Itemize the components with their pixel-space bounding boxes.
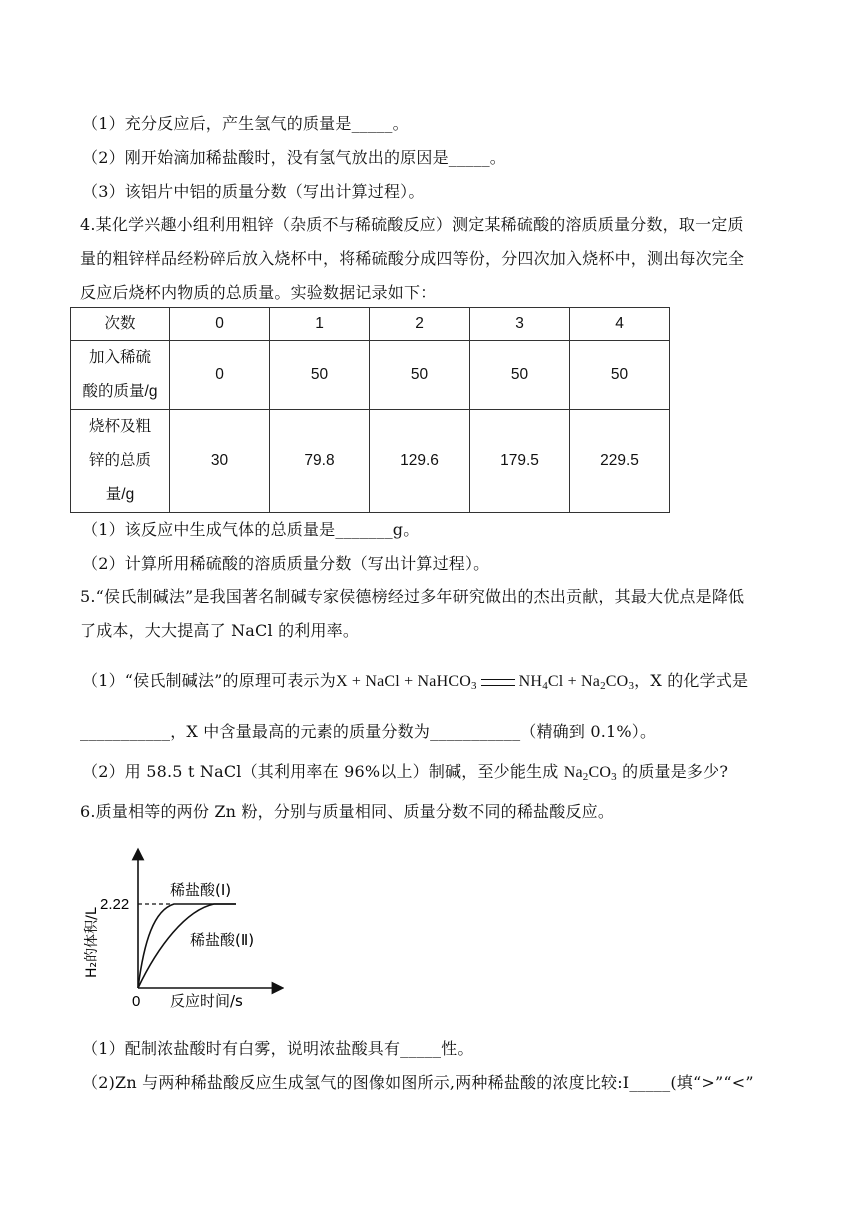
table-cell: 229.5 <box>570 410 670 513</box>
q6-graph <box>74 846 284 1014</box>
subscript: 3 <box>628 680 635 692</box>
table-cell: 0 <box>170 308 270 341</box>
table-cell: 50 <box>470 341 570 410</box>
table-cell: 79.8 <box>270 410 370 513</box>
table-cell: 2 <box>370 308 470 341</box>
q4-stem-line2: 量的粗锌样品经粉碎后放入烧杯中，将稀硫酸分成四等份，分四次加入烧杯中，测出每次完全 <box>80 249 745 268</box>
curve-2-label: 稀盐酸(Ⅱ) <box>190 931 255 949</box>
chemical-formula <box>564 764 617 781</box>
y-tick-label: 2.22 <box>100 896 130 913</box>
q4-stem-line1: 4.某化学兴趣小组利用粗锌（杂质不与稀硫酸反应）测定某稀硫酸的溶质质量分数，取一定质 <box>80 215 744 234</box>
table-head-text: 量/g <box>105 486 135 503</box>
table-cell: 0 <box>170 341 270 410</box>
q4-data-table <box>70 307 670 513</box>
table-cell: 50 <box>270 341 370 410</box>
table-cell: 30 <box>170 410 270 513</box>
table-cell: 3 <box>470 308 570 341</box>
q6-part1: （1）配制浓盐酸时有白雾，说明浓盐酸具有_____性。 <box>82 1039 474 1058</box>
table-cell: 50 <box>370 341 470 410</box>
table-cell: 179.5 <box>470 410 570 513</box>
table-head-text: 锌的总质 <box>88 452 151 469</box>
table-row <box>71 308 670 341</box>
q5-stem-line2: 了成本，大大提高了 NaCl 的利用率。 <box>80 621 360 640</box>
q5-part1-line1 <box>82 671 748 692</box>
subscript: 2 <box>582 771 589 783</box>
q4-part2: （2）计算所用稀硫酸的溶质质量分数（写出计算过程）。 <box>82 554 490 573</box>
q5-part2 <box>82 762 728 783</box>
q3-part1: （1）充分反应后，产生氢气的质量是_____。 <box>82 114 409 133</box>
subscript: 2 <box>600 680 606 692</box>
y-axis-label: H₂的体积/L <box>84 907 100 978</box>
table-head-text: 烧杯及粗 <box>88 418 151 435</box>
table-head-text: 加入稀硫 <box>88 349 151 366</box>
q3-part2: （2）刚开始滴加稀盐酸时，没有氢气放出的原因是_____。 <box>82 148 506 167</box>
q5-part1-suffix: ，X 的化学式是 <box>634 671 749 690</box>
q4-stem-line3: 反应后烧杯内物质的总质量。实验数据记录如下： <box>80 283 437 302</box>
equals-sign <box>481 679 515 686</box>
table-head-acid-mass <box>71 341 170 410</box>
q6-part2: （2)Zn 与两种稀盐酸反应生成氢气的图像如图所示,两种稀盐酸的浓度比较:I_____(填“>”“<” <box>82 1073 754 1092</box>
q5-part1-prefix: （1）“侯氏制碱法”的原理可表示为 <box>82 671 336 690</box>
chemical-equation <box>336 673 634 690</box>
equation-product-nh4: NH <box>518 673 543 690</box>
table-head-count: 次数 <box>71 308 170 341</box>
curve-1-label: 稀盐酸(Ⅰ) <box>170 881 232 899</box>
equation-product-co: CO <box>605 673 629 690</box>
q3-part3: （3）该铝片中铝的质量分数（写出计算过程）。 <box>82 182 425 201</box>
q5-part2-suffix: 的质量是多少? <box>616 762 729 781</box>
table-cell: 1 <box>270 308 370 341</box>
subscript: 3 <box>611 771 617 783</box>
q5-stem-line1: 5.“侯氏制碱法”是我国著名制碱专家侯德榜经过多年研究做出的杰出贡献，其最大优点是降低 <box>80 587 745 606</box>
equation-product-na: Cl + Na <box>547 673 601 690</box>
equation-reactants: X + NaCl + NaHCO <box>335 673 471 690</box>
table-row <box>71 410 670 513</box>
table-head-text: 酸的质量/g <box>82 383 158 400</box>
table-head-total-mass <box>71 410 170 513</box>
table-row <box>71 341 670 410</box>
formula-co: CO <box>588 764 612 781</box>
q6-stem: 6.质量相等的两份 Zn 粉，分别与质量相同、质量分数不同的稀盐酸反应。 <box>80 802 615 821</box>
subscript: 4 <box>542 680 548 692</box>
table-cell: 50 <box>570 341 670 410</box>
x-axis-label: 反应时间/s <box>170 992 243 1010</box>
origin-label: 0 <box>132 993 141 1010</box>
table-cell: 4 <box>570 308 670 341</box>
table-cell: 129.6 <box>370 410 470 513</box>
formula-na: Na <box>563 764 583 781</box>
q5-part1-line2: ___________，X 中含量最高的元素的质量分数为___________（精确到 0.1%）。 <box>80 722 657 741</box>
q4-part1: （1）该反应中生成气体的总质量是_______g。 <box>82 520 420 539</box>
q5-part2-prefix: （2）用 58.5 t NaCl（其利用率在 96%以上）制碱，至少能生成 <box>82 762 564 781</box>
subscript: 3 <box>470 680 477 692</box>
